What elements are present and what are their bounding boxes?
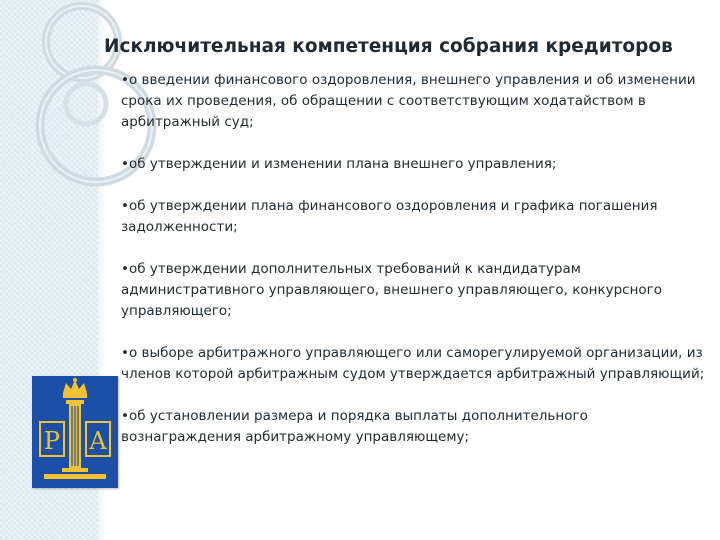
emblem-graphic — [32, 376, 118, 488]
bullet-item — [121, 259, 706, 322]
bullet-text: о введении финансового оздоровления, внешнего управления и об изменении срока их проведения, об обращении с соответствующим ходатайством в арбитражный суд; — [121, 72, 696, 130]
bullet-mark: • — [121, 198, 129, 214]
bullet-mark: • — [121, 156, 129, 172]
bullet-text: об утверждении и изменении плана внешнего управления; — [128, 156, 557, 172]
column-base — [62, 468, 88, 472]
emblem-letter-right: А — [88, 427, 108, 455]
bullet-text: об утверждении плана финансового оздоровления и графика погашения задолженности; — [121, 198, 658, 235]
crown-icon — [63, 378, 87, 398]
bullet-item — [121, 70, 706, 133]
column-capital — [66, 400, 84, 404]
bullet-text: об утверждении дополнительных требований к кандидатурам административного управляющего, внешнего управляющего, конкурсного управляющего; — [121, 261, 663, 319]
bullet-text: об установлении размера и порядка выплаты дополнительного вознаграждения арбитражному управляющему; — [121, 408, 588, 445]
emblem-plinth — [44, 474, 106, 479]
bullet-item — [121, 154, 706, 175]
bullet-mark: • — [121, 408, 129, 424]
ring-small — [66, 84, 106, 124]
column-icon — [69, 404, 81, 468]
bullet-item — [121, 406, 706, 448]
organization-emblem — [32, 376, 118, 488]
emblem-letter-left: Р — [43, 427, 61, 455]
bullet-text: о выборе арбитражного управляющего или саморегулируемой организации, из членов которой арбитражным судом утверждается арбитражный управляющий; — [121, 345, 705, 382]
bullet-item — [121, 343, 706, 385]
bullet-item — [121, 196, 706, 238]
bullet-list — [121, 70, 706, 469]
bullet-mark: • — [121, 72, 129, 88]
bullet-mark: • — [121, 345, 129, 361]
bullet-mark: • — [121, 261, 129, 277]
slide-title: Исключительная компетенция собрания кредиторов — [104, 36, 673, 57]
